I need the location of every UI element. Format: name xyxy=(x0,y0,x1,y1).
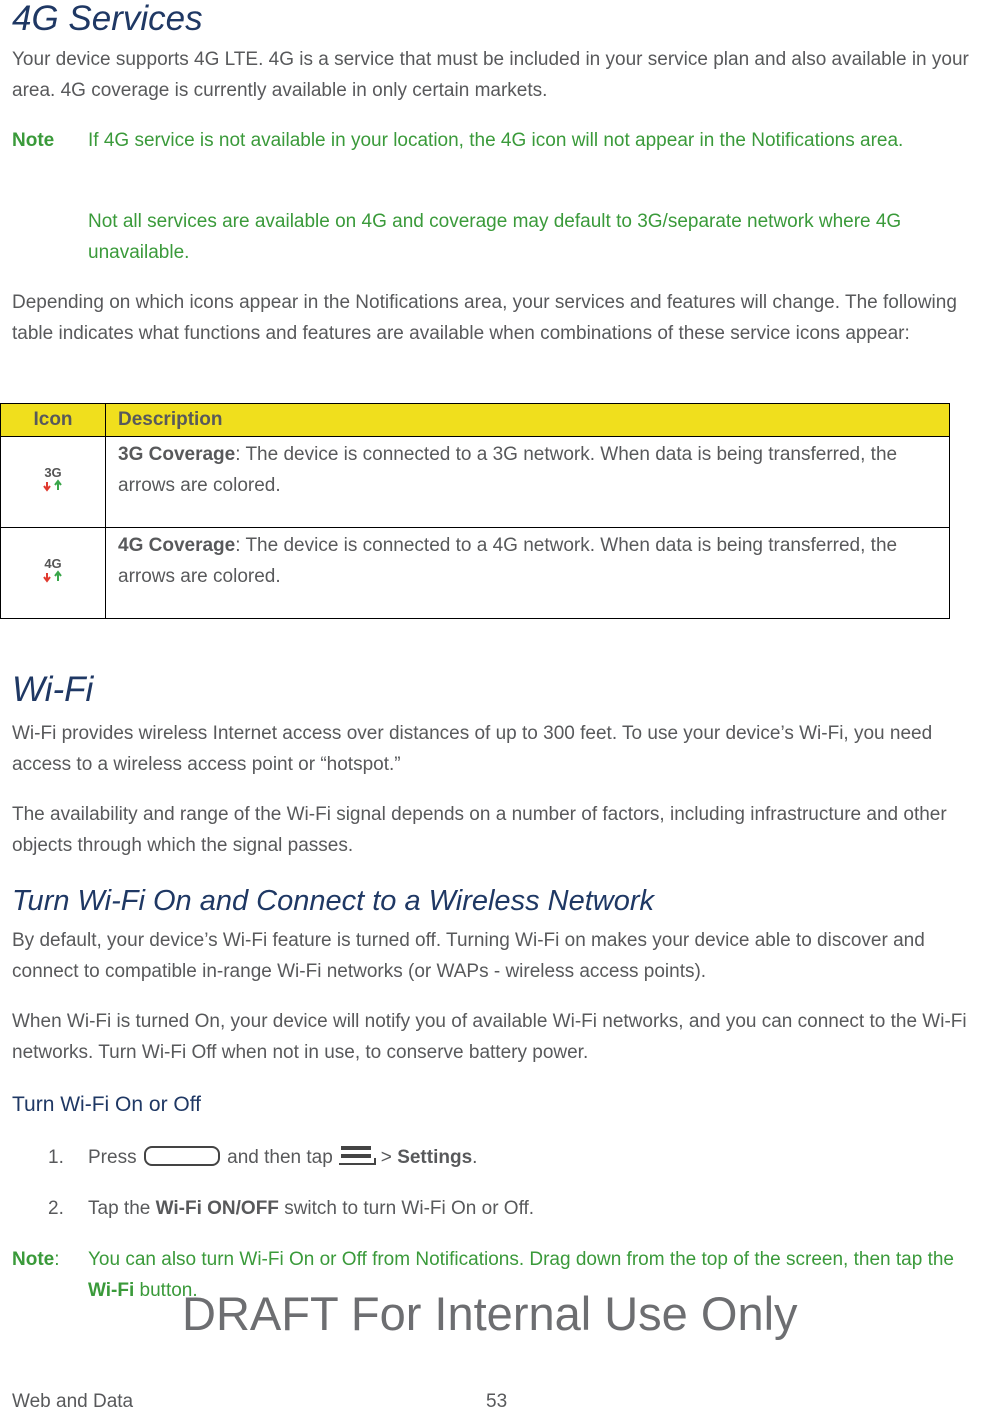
table-icon-cell xyxy=(1,528,106,619)
footer-page-number: 53 xyxy=(486,1391,508,1412)
draft-watermark: DRAFT For Internal Use Only xyxy=(182,1287,798,1340)
4g-intro-paragraph: Your device supports 4G LTE. 4G is a service that must be included in your service plan and also available in your area. 4G coverage is currently available in only certain markets. xyxy=(12,49,969,101)
step-1-then-tap: and then tap xyxy=(227,1147,333,1168)
table-intro-paragraph: Depending on which icons appear in the Notifications area, your services and features will change. The following table indicates what functions and features are available when combinations of these service icons appear: xyxy=(12,292,957,344)
service-icons-table xyxy=(0,403,950,619)
term-4g-coverage: 4G Coverage xyxy=(118,535,236,556)
table-description-cell xyxy=(106,437,950,528)
description-4g: : The device is connected to a 4G network. When data is being transferred, the arrows are colored. xyxy=(118,535,898,587)
wifi-paragraph-2: The availability and range of the Wi-Fi signal depends on a number of factors, including infrastructure and other objects through which the signal passes. xyxy=(12,804,947,856)
step-2 xyxy=(88,1193,534,1224)
svg-text:4G: 4G xyxy=(44,556,62,571)
wifi-note-label: Note: xyxy=(12,1249,60,1270)
wifi-note-text: You can also turn Wi-Fi On or Off from Notifications. Drag down from the top of the screen, then tap the Wi-Fi button. xyxy=(88,1249,954,1301)
step-1-end: . xyxy=(472,1147,478,1168)
step-1-separator: > xyxy=(380,1147,392,1168)
section-title-wifi: Wi-Fi xyxy=(12,670,94,709)
menu-key-icon xyxy=(337,1144,377,1166)
table-row xyxy=(1,528,950,619)
procedure-title: Turn Wi-Fi On or Off xyxy=(12,1093,202,1116)
footer-section-name: Web and Data xyxy=(12,1391,134,1412)
step-number-1: 1. xyxy=(48,1147,64,1168)
svg-text:3G: 3G xyxy=(44,465,62,480)
wifi-switch-label: Wi-Fi ON/OFF xyxy=(155,1198,279,1219)
4g-network-icon xyxy=(38,555,68,585)
note-text-2: Not all services are available on 4G and coverage may default to 3G/separate network where 4G unavailable. xyxy=(88,211,902,263)
description-3g: : The device is connected to a 3G network. When data is being transferred, the arrows are colored. xyxy=(118,444,898,496)
table-header-row xyxy=(1,404,950,437)
step-1 xyxy=(88,1142,477,1173)
wifi-button-label: Wi-Fi xyxy=(88,1280,135,1301)
step-2-tap-the: Tap the xyxy=(88,1198,151,1219)
home-key-icon xyxy=(144,1146,220,1166)
term-3g-coverage: 3G Coverage xyxy=(118,444,236,465)
note-text-1: If 4G service is not available in your location, the 4G icon will not appear in the Notifications area. xyxy=(88,130,904,151)
settings-label: Settings xyxy=(397,1147,473,1168)
wifi-paragraph-3: By default, your device’s Wi-Fi feature is turned off. Turning Wi-Fi on makes your device able to discover and connect to compatible in-range Wi-Fi networks (or WAPs - wireless access points). xyxy=(12,930,925,982)
subsection-title: Turn Wi-Fi On and Connect to a Wireless Network xyxy=(12,885,654,917)
table-header-icon: Icon xyxy=(1,404,106,437)
section-title-4g: 4G Services xyxy=(12,0,203,38)
step-1-press: Press xyxy=(88,1147,137,1168)
table-icon-cell xyxy=(1,437,106,528)
note-label: Note xyxy=(12,130,55,151)
table-header-description: Description xyxy=(106,404,950,437)
step-2-rest: switch to turn Wi-Fi On or Off. xyxy=(284,1198,535,1219)
step-number-2: 2. xyxy=(48,1198,64,1219)
3g-network-icon xyxy=(38,464,68,494)
table-row xyxy=(1,437,950,528)
wifi-paragraph-1: Wi-Fi provides wireless Internet access over distances of up to 300 feet. To use your device’s Wi-Fi, you need access to a wireless access point or “hotspot.” xyxy=(12,723,933,775)
wifi-paragraph-4: When Wi-Fi is turned On, your device will notify you of available Wi-Fi networks, and you can connect to the Wi-Fi networks. Turn Wi-Fi Off when not in use, to conserve battery power. xyxy=(12,1011,967,1063)
table-description-cell xyxy=(106,528,950,619)
